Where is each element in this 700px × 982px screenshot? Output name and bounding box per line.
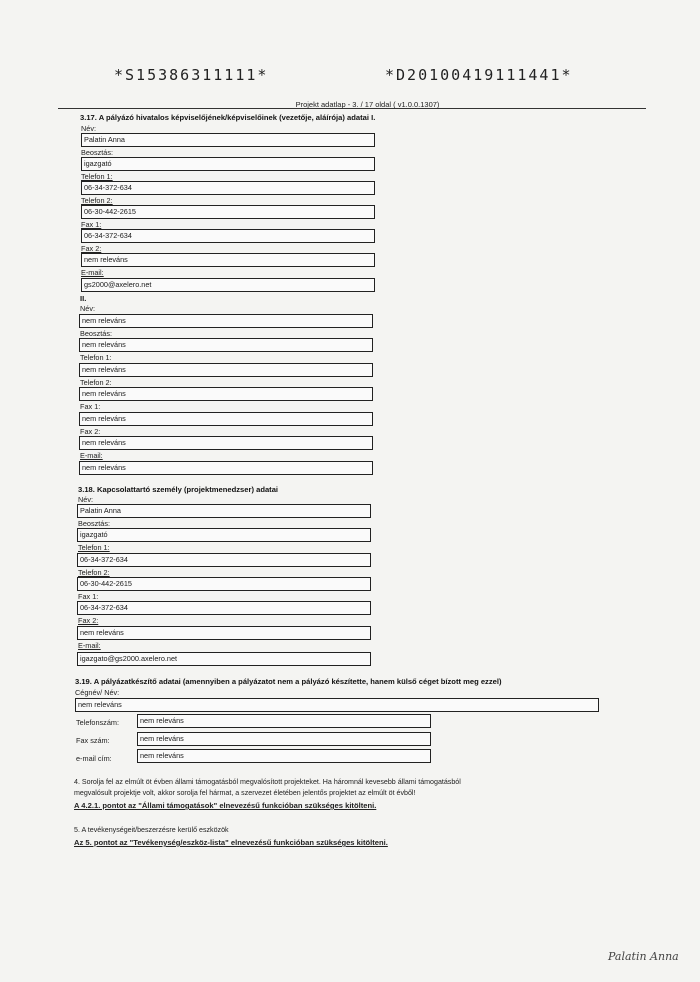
preparer-email-label: e-mail cím:	[76, 754, 112, 763]
rep1-phone2-field[interactable]: 06-30-442-2615	[81, 205, 375, 219]
rep2-fax2-label: Fax 2:	[80, 427, 101, 436]
header-divider	[58, 108, 646, 109]
contact-name-field[interactable]: Palatin Anna	[77, 504, 371, 518]
rep2-phone1-field[interactable]: nem releváns	[79, 363, 373, 377]
rep1-phone2-label: Telefon 2:	[81, 196, 113, 205]
contact-position-label: Beosztás:	[78, 519, 111, 528]
section-4-text-line1: 4. Sorolja fel az elmúlt öt évben állami támogatásból megvalósított projekteket. Ha háromnál kevesebb állami támogatásból	[74, 778, 461, 786]
contact-phone1-field[interactable]: 06-34-372-634	[77, 553, 371, 567]
rep1-fax2-field[interactable]: nem releváns	[81, 253, 375, 267]
rep2-fax1-label: Fax 1:	[80, 402, 101, 411]
rep2-fax1-field[interactable]: nem releváns	[79, 412, 373, 426]
rep1-phone1-field[interactable]: 06-34-372-634	[81, 181, 375, 195]
contact-email-label: E-mail:	[78, 641, 101, 650]
preparer-fax-field[interactable]: nem releváns	[137, 732, 431, 746]
preparer-email-field[interactable]: nem releváns	[137, 749, 431, 763]
rep1-position-label: Beosztás:	[81, 148, 114, 157]
rep2-email-label: E-mail:	[80, 451, 103, 460]
rep1-email-field[interactable]: gs2000@axelero.net	[81, 278, 375, 292]
contact-name-label: Név:	[78, 495, 94, 504]
rep1-name-field[interactable]: Palatin Anna	[81, 133, 375, 147]
section-3-18-title: 3.18. Kapcsolattartó személy (projektmenedzser) adatai	[78, 485, 279, 494]
page-header: Projekt adatlap - 3. / 17 oldal ( v1.0.0.1307)	[295, 100, 440, 109]
section-5-link[interactable]: Az 5. pontot az "Tevékenység/eszköz-lista" elnevezésű funkcióban szükséges kitölteni.	[74, 838, 388, 847]
rep1-fax1-field[interactable]: 06-34-372-634	[81, 229, 375, 243]
rep2-fax2-field[interactable]: nem releváns	[79, 436, 373, 450]
rep1-name-label: Név:	[81, 124, 97, 133]
contact-phone1-label: Telefon 1:	[78, 543, 110, 552]
rep1-email-label: E-mail:	[81, 268, 104, 277]
contact-fax2-field[interactable]: nem releváns	[77, 626, 371, 640]
barcode-left: *S15386311111*	[114, 66, 269, 84]
contact-fax2-label: Fax 2:	[78, 616, 99, 625]
section-4-link[interactable]: A 4.2.1. pontot az "Állami támogatások" elnevezésű funkcióban szükséges kitölteni.	[74, 801, 377, 810]
rep2-position-label: Beosztás:	[80, 329, 113, 338]
preparer-company-label: Cégnév/ Név:	[75, 688, 120, 697]
barcode-right: *D20100419111441*	[385, 66, 573, 84]
section-3-17-title: 3.17. A pályázó hivatalos képviselőjének/képviselőinek (vezetője, aláírója) adatai I.	[80, 113, 376, 122]
contact-fax1-field[interactable]: 06-34-372-634	[77, 601, 371, 615]
contact-phone2-field[interactable]: 06-30-442-2615	[77, 577, 371, 591]
rep1-fax2-label: Fax 2:	[81, 244, 102, 253]
rep2-phone2-label: Telefon 2:	[80, 378, 112, 387]
section-3-17-ii-title: II.	[80, 294, 87, 303]
section-5-text: 5. A tevékenységeit/beszerzésre kerülő eszközök	[74, 826, 229, 834]
preparer-fax-label: Fax szám:	[76, 736, 110, 745]
contact-email-field[interactable]: igazgato@gs2000.axelero.net	[77, 652, 371, 666]
rep2-email-field[interactable]: nem releváns	[79, 461, 373, 475]
rep1-phone1-label: Telefon 1:	[81, 172, 113, 181]
contact-position-field[interactable]: igazgató	[77, 528, 371, 542]
rep2-phone2-field[interactable]: nem releváns	[79, 387, 373, 401]
rep1-position-field[interactable]: igazgató	[81, 157, 375, 171]
rep2-name-field[interactable]: nem releváns	[79, 314, 373, 328]
rep2-phone1-label: Telefon 1:	[80, 353, 112, 362]
preparer-phone-field[interactable]: nem releváns	[137, 714, 431, 728]
rep2-name-label: Név:	[80, 304, 96, 313]
preparer-company-field[interactable]: nem releváns	[75, 698, 599, 712]
contact-phone2-label: Telefon 2:	[78, 568, 110, 577]
rep1-fax1-label: Fax 1:	[81, 220, 102, 229]
section-4-text-line2: megvalósult projektje volt, akkor sorolja fel hármat, a szervezet életében jelentős projektet az elmúlt öt évből!	[74, 789, 416, 797]
section-3-19-title: 3.19. A pályázatkészítő adatai (amennyiben a pályázatot nem a pályázó készítette, hanem külső céget bízott meg ezzel)	[75, 677, 502, 686]
contact-fax1-label: Fax 1:	[78, 592, 99, 601]
preparer-phone-label: Telefonszám:	[76, 718, 119, 727]
rep2-position-field[interactable]: nem releváns	[79, 338, 373, 352]
signature: Palatin Anna	[608, 950, 679, 963]
